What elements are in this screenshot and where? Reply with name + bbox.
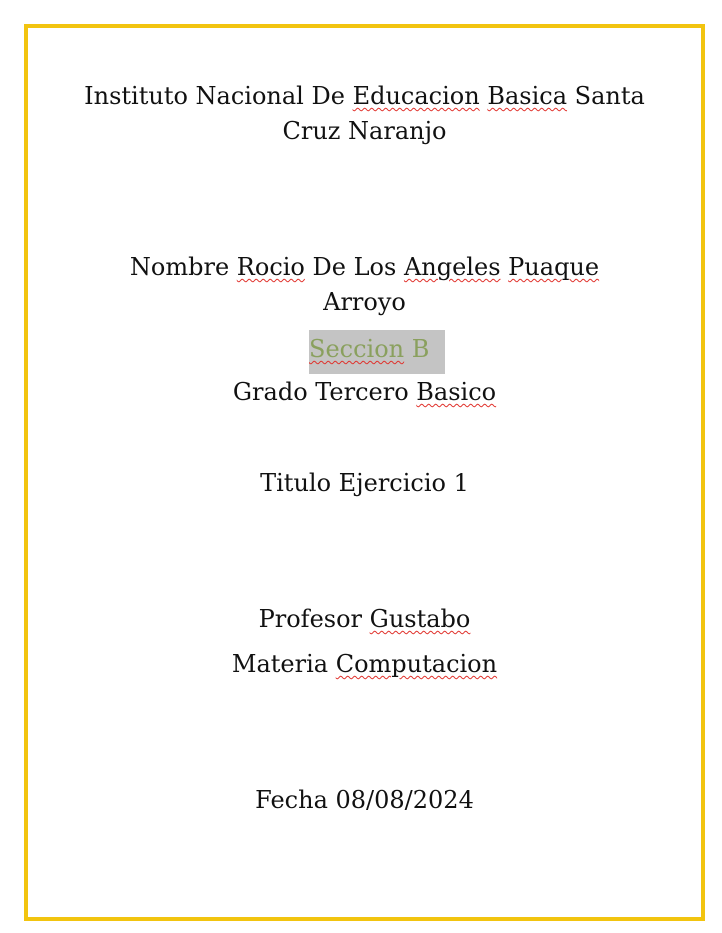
school-text: Cruz Naranjo: [282, 117, 447, 145]
misspelled-word[interactable]: Puaque: [508, 253, 600, 281]
name-text: Arroyo: [323, 288, 406, 316]
misspelled-word[interactable]: Seccion: [309, 335, 405, 363]
section-letter: B: [411, 335, 430, 363]
school-name-line-1: [24, 79, 705, 113]
name-text: De Los: [312, 253, 397, 281]
misspelled-word[interactable]: Gustabo: [369, 605, 471, 633]
date-line: [24, 783, 705, 817]
name-label: Nombre: [129, 253, 230, 281]
grade-line: [24, 375, 705, 409]
grade-text: Grado Tercero: [232, 378, 409, 406]
subject-label: Materia: [231, 650, 329, 678]
school-text: Santa: [574, 82, 645, 110]
misspelled-word[interactable]: Basica: [487, 82, 568, 110]
section-highlight[interactable]: [309, 330, 445, 374]
school-name-line-2: [24, 114, 705, 148]
teacher-line: [24, 602, 705, 636]
misspelled-word[interactable]: Basico: [416, 378, 497, 406]
misspelled-word[interactable]: Angeles: [403, 253, 501, 281]
subject-line: [24, 647, 705, 681]
date-text: Fecha 08/08/2024: [255, 786, 474, 814]
misspelled-word[interactable]: Computacion: [335, 650, 498, 678]
teacher-label: Profesor: [258, 605, 363, 633]
misspelled-word[interactable]: Educacion: [352, 82, 480, 110]
school-text: Instituto Nacional De: [84, 82, 345, 110]
student-name-line-2: [24, 285, 705, 319]
section-line: [0, 330, 722, 374]
title-text: Titulo Ejercicio 1: [260, 469, 469, 497]
misspelled-word[interactable]: Rocio: [236, 253, 305, 281]
student-name-line-1: [24, 250, 705, 284]
title-line: [24, 466, 705, 500]
